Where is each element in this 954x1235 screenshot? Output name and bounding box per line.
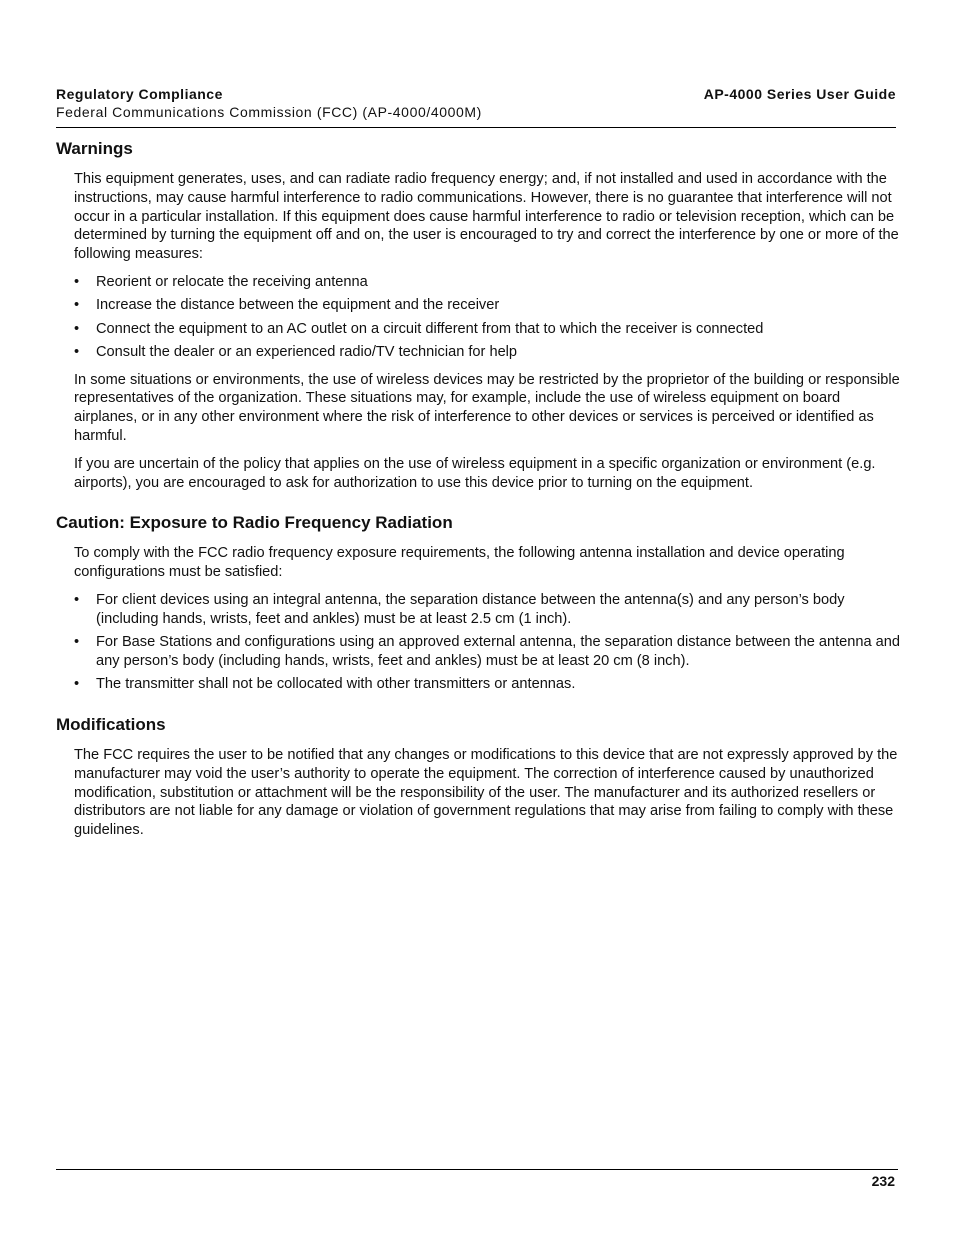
bullet-icon: •: [74, 343, 80, 360]
policy-uncertainty-paragraph: If you are uncertain of the policy that applies on the use of wireless equipment in a specific organization or environment (e.g. airports), you are encouraged to ask for authorization to use this device prior to turning on the equipment.: [74, 455, 876, 491]
bullet-icon: •: [74, 320, 80, 337]
list-item-text: For client devices using an integral antenna, the separation distance between the antenna(s) and any person’s body (including hands, wrists, feet and ankles) must be at least 2.5 cm (1 inch).: [96, 592, 845, 627]
caution-requirements-list: [74, 591, 901, 694]
warnings-measures-list: [74, 273, 901, 362]
warnings-section: [56, 138, 901, 492]
list-item: [74, 633, 901, 671]
list-item: [74, 591, 901, 629]
list-item: [74, 675, 901, 694]
page-header: [56, 84, 896, 128]
bullet-icon: •: [74, 297, 80, 314]
list-item: [74, 273, 901, 292]
list-item: [74, 320, 901, 339]
page-footer: [56, 1169, 898, 1189]
modifications-paragraph: The FCC requires the user to be notified that any changes or modifications to this device that are not expressly approved by the manufacturer may void the user’s authority to operate the equipment. The correction of interference caused by unauthorized modification, substitution or attachment will be the responsibility of the user. The manufacturer and its authorized resellers or distributors are not liable for any damage or violation of government regulations that may arise from failing to comply with these guidelines.: [74, 747, 898, 839]
bullet-icon: •: [74, 676, 80, 693]
list-item-text: Reorient or relocate the receiving antenna: [96, 273, 368, 290]
bullet-icon: •: [74, 592, 80, 609]
list-item-text: The transmitter shall not be collocated with other transmitters or antennas.: [96, 676, 576, 693]
list-item: [74, 343, 901, 362]
guide-title: AP-4000 Series User Guide: [703, 86, 896, 102]
wireless-restriction-paragraph: In some situations or environments, the use of wireless devices may be restricted by the proprietor of the building or responsible representatives of the organization. These situations may, for example, include the use of wireless equipment on board airplanes, or in any other environment where the risk of interference to other devices or services is perceived or identified as harmful.: [74, 371, 900, 445]
page-number: 232: [871, 1173, 895, 1189]
caution-section: [56, 512, 901, 694]
caution-heading: Caution: Exposure to Radio Frequency Radiation: [56, 513, 453, 533]
modifications-heading: Modifications: [56, 715, 166, 735]
list-item-text: For Base Stations and configurations using an approved external antenna, the separation distance between the antenna and any person’s body (including hands, wrists, feet and ankles) must be at least 20 cm (8 inch).: [96, 634, 901, 669]
section-title: Regulatory Compliance: [56, 86, 223, 102]
warnings-heading: Warnings: [56, 139, 133, 158]
page-subtitle: Federal Communications Commission (FCC) (AP-4000/4000M): [56, 104, 482, 120]
list-item-text: Connect the equipment to an AC outlet on a circuit different from that to which the receiver is connected: [96, 320, 764, 337]
list-item-text: Increase the distance between the equipment and the receiver: [96, 297, 500, 314]
bullet-icon: •: [74, 273, 80, 290]
modifications-section: [56, 714, 901, 840]
list-item: [74, 296, 901, 315]
bullet-icon: •: [74, 634, 80, 651]
warnings-intro-paragraph: This equipment generates, uses, and can radiate radio frequency energy; and, if not installed and used in accordance with the instructions, may cause harmful interference to radio communications. However, there is no guarantee that interference will not occur in a particular installation. If this equipment does cause harmful interference to radio or television reception, which can be determined by turning the equipment off and on, the user is encouraged to try and correct the interference by one or more of the following measures:: [74, 171, 899, 263]
list-item-text: Consult the dealer or an experienced radio/TV technician for help: [96, 343, 518, 360]
document-body: [56, 138, 901, 860]
caution-intro-paragraph: To comply with the FCC radio frequency exposure requirements, the following antenna installation and device operating configurations must be satisfied:: [74, 545, 845, 581]
